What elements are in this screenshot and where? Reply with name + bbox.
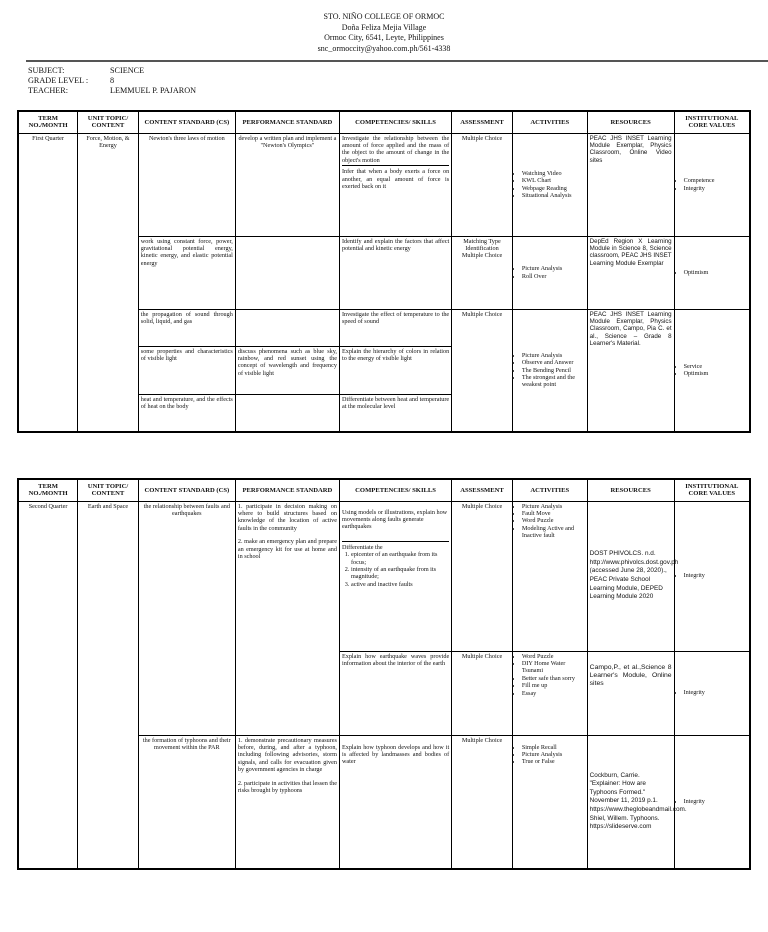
header-performance-standard: PERFORMANCE STANDARD bbox=[235, 479, 339, 501]
list-item: • Picture Analysis bbox=[522, 352, 585, 359]
performance-standard-cell bbox=[235, 309, 339, 346]
grade-label: GRADE LEVEL : bbox=[28, 76, 89, 85]
list-item: • Picture Analysis bbox=[522, 503, 585, 510]
header-activities: ACTIVITIES bbox=[512, 479, 587, 501]
content-standard-cell: some properties and characteristics of visible light bbox=[138, 346, 235, 394]
list-item: • The strongest and the weakest point bbox=[522, 374, 585, 389]
performance-standard-text: 2. participate in activities that lessen the risks brought by typhoons bbox=[237, 779, 337, 794]
list-item: • Simple Recall bbox=[522, 744, 585, 751]
school-name: STO. NIÑO COLLEGE OF ORMOC bbox=[323, 12, 445, 21]
list-item: • Competence bbox=[684, 177, 747, 184]
activities-cell bbox=[512, 236, 587, 309]
list-item: • Word Puzzle bbox=[522, 517, 585, 524]
performance-standard-text: 1. participate in decision making on where to build structures based on knowledge of the location of active faults in the community bbox=[237, 502, 337, 532]
assessment-cell: Multiple Choice bbox=[452, 309, 513, 432]
competency-cell bbox=[339, 501, 451, 651]
list-item: • Integrity bbox=[684, 572, 747, 579]
unit-cell: Force, Motion, & Energy bbox=[78, 133, 139, 432]
list-item: • Roll Over bbox=[522, 273, 585, 280]
competency-text: Investigate the relationship between the amount of force applied and the mass of the object to the amount of change in the object's motion bbox=[342, 135, 449, 167]
assessment-cell: Multiple Choice bbox=[452, 133, 513, 236]
performance-standard-cell bbox=[235, 501, 339, 735]
first-quarter-table bbox=[17, 110, 751, 433]
header-core-values: INSTITUTIONAL CORE VALUES bbox=[674, 111, 750, 133]
table-header-row bbox=[18, 479, 750, 501]
resources-cell: PEAC JHS INSET Learning Module Exemplar, Physics Classroom, Campo, Pia C. et al., Science – Grade 8 Learner's Material. bbox=[587, 309, 674, 432]
performance-standard-text: 1. demonstrate precautionary measures before, during, and after a typhoon, including following advisories, storm signals, and calls for evacuation given by government agencies in charge bbox=[237, 736, 337, 774]
header-core-values: INSTITUTIONAL CORE VALUES bbox=[674, 479, 750, 501]
activities-cell bbox=[512, 501, 587, 651]
list-item: 2. intensity of an earthquake from its magnitude; bbox=[351, 566, 449, 581]
list-item: • DIY Home Water Tsunami bbox=[522, 660, 585, 675]
list-item: • Word Puzzle bbox=[522, 653, 585, 660]
list-item: • Service bbox=[684, 363, 747, 370]
content-standard-cell: the relationship between faults and earthquakes bbox=[138, 501, 235, 735]
competency-text: Infer that when a body exerts a force on another, an equal amount of force is exerted back on it bbox=[341, 168, 450, 190]
content-standard-cell: work using constant force, power, gravitational potential energy, kinetic energy, and elastic potential energy bbox=[138, 236, 235, 309]
grade-value: 8 bbox=[110, 76, 115, 85]
list-item: • Situational Analysis bbox=[522, 192, 585, 199]
list-item: • The Bending Pencil bbox=[522, 367, 585, 374]
performance-standard-cell: discuss phenomena such as blue sky, rainbow, and red sunset using the concept of wavelength and frequency of visible light bbox=[235, 346, 339, 394]
term-cell: First Quarter bbox=[18, 133, 78, 432]
header-divider bbox=[26, 60, 768, 62]
header-competencies: COMPETENCIES/ SKILLS bbox=[339, 111, 451, 133]
content-standard-cell: Newton's three laws of motion bbox=[138, 133, 235, 236]
competency-cell bbox=[339, 133, 451, 236]
assessment-cell: Multiple Choice bbox=[452, 501, 513, 651]
list-item: • Observe and Answer bbox=[522, 359, 585, 366]
activities-cell bbox=[512, 651, 587, 735]
list-item: • Fault Move bbox=[522, 510, 585, 517]
activities-cell bbox=[512, 309, 587, 432]
competency-text: Using models or illustrations, explain how movements along faults generate earthquakes bbox=[342, 503, 449, 542]
performance-standard-cell bbox=[235, 236, 339, 309]
list-item: • Webpage Reading bbox=[522, 185, 585, 192]
table-header-row bbox=[18, 111, 750, 133]
list-item: • Picture Analysis bbox=[522, 265, 585, 272]
resources-cell: Cockburn, Carrie. "Explainer: How are Typhoons Formed." November 11, 2019 p.1. https://www.theglobeandmail.com. Shiel, Willem. Typhoons. https://slideserve.com bbox=[587, 735, 674, 869]
teacher-value: LEMMUEL P. PAJARON bbox=[110, 86, 197, 95]
resources-cell: DepEd Region X Learning Module in Science 8, Science classroom, PEAC JHS INSET Learning Module Exemplar bbox=[587, 236, 674, 309]
content-standard-cell: heat and temperature, and the effects of heat on the body bbox=[138, 394, 235, 432]
assessment-cell: Matching Type Identification Multiple Choice bbox=[452, 236, 513, 309]
core-values-cell bbox=[674, 735, 750, 869]
list-item: • Fill me up bbox=[522, 682, 585, 689]
header-assessment: ASSESSMENT bbox=[452, 111, 513, 133]
course-meta bbox=[28, 66, 196, 96]
header-content-standard: CONTENT STANDARD (CS) bbox=[138, 479, 235, 501]
performance-standard-cell: develop a written plan and implement a "Newton's Olympics" bbox=[235, 133, 339, 236]
header-term: TERM NO./MONTH bbox=[18, 479, 78, 501]
assessment-cell: Multiple Choice bbox=[452, 651, 513, 735]
header-content-standard: CONTENT STANDARD (CS) bbox=[138, 111, 235, 133]
assessment-cell: Multiple Choice bbox=[452, 735, 513, 869]
content-standard-cell: the formation of typhoons and their movement within the PAR bbox=[138, 735, 235, 869]
table-row bbox=[18, 501, 750, 651]
list-item: • Optimism bbox=[684, 269, 747, 276]
core-values-cell bbox=[674, 133, 750, 236]
header-unit: UNIT TOPIC/ CONTENT bbox=[78, 479, 139, 501]
performance-standard-cell bbox=[235, 735, 339, 869]
header-resources: RESOURCES bbox=[587, 479, 674, 501]
core-values-cell bbox=[674, 501, 750, 651]
header-competencies: COMPETENCIES/ SKILLS bbox=[339, 479, 451, 501]
content-standard-cell: the propagation of sound through solid, liquid, and gas bbox=[138, 309, 235, 346]
teacher-label: TEACHER: bbox=[28, 86, 69, 95]
header-unit: UNIT TOPIC/ CONTENT bbox=[78, 111, 139, 133]
competency-cell: Investigate the effect of temperature to the speed of sound bbox=[339, 309, 451, 346]
competency-cell: Differentiate between heat and temperature at the molecular level bbox=[339, 394, 451, 432]
unit-cell: Earth and Space bbox=[78, 501, 139, 869]
list-item: • Integrity bbox=[684, 689, 747, 696]
table-row bbox=[18, 133, 750, 236]
term-cell: Second Quarter bbox=[18, 501, 78, 869]
resources-cell: PEAC JHS INSET Learning Module Exemplar, Physics Classroom, Online Video sites bbox=[587, 133, 674, 236]
list-item: • Essay bbox=[522, 690, 585, 697]
subject-label: SUBJECT: bbox=[28, 66, 65, 75]
list-item: 1. epicenter of an earthquake from its focus; bbox=[351, 551, 449, 566]
activities-cell bbox=[512, 133, 587, 236]
list-item: • Picture Analysis bbox=[522, 751, 585, 758]
performance-standard-cell bbox=[235, 394, 339, 432]
list-item: • Modeling Active and Inactive fault bbox=[522, 525, 585, 540]
header-term: TERM NO./MONTH bbox=[18, 111, 78, 133]
activities-cell bbox=[512, 735, 587, 869]
competency-cell: Explain how typhoon develops and how it is affected by landmasses and bodies of water bbox=[339, 735, 451, 869]
competency-text: Differentiate the bbox=[341, 543, 383, 551]
core-values-cell bbox=[674, 651, 750, 735]
list-item: • Optimism bbox=[684, 370, 747, 377]
performance-standard-text: 2. make an emergency plan and prepare an emergency kit for use at home and in school bbox=[237, 538, 337, 560]
list-item: • Integrity bbox=[684, 798, 747, 805]
resources-cell: Campo,P., et al.,Science 8 Learner's Module, Online sites bbox=[587, 651, 674, 735]
header-performance-standard: PERFORMANCE STANDARD bbox=[235, 111, 339, 133]
header-resources: RESOURCES bbox=[587, 111, 674, 133]
list-item: • Watching Video bbox=[522, 170, 585, 177]
list-item: • KWL Chart bbox=[522, 177, 585, 184]
school-address-line2: Ormoc City, 6541, Leyte, Philippines bbox=[324, 33, 444, 42]
competency-cell: Explain the hierarchy of colors in relation to the energy of visible light bbox=[339, 346, 451, 394]
resources-cell: DOST PHIVOLCS. n.d. http://www.phivolcs.dost.gov.ph (accessed June 28, 2020)., PEAC Private School Learning Module, DEPED Learning Module 2020 bbox=[587, 501, 674, 651]
list-item: • Better safe than sorry bbox=[522, 675, 585, 682]
header-assessment: ASSESSMENT bbox=[452, 479, 513, 501]
header-activities: ACTIVITIES bbox=[512, 111, 587, 133]
subject-value: SCIENCE bbox=[110, 66, 145, 75]
competency-cell: Identify and explain the factors that affect potential and kinetic energy bbox=[339, 236, 451, 309]
list-item: 3. active and inactive faults bbox=[351, 581, 449, 588]
competency-cell: Explain how earthquake waves provide information about the interior of the earth bbox=[339, 651, 451, 735]
core-values-cell bbox=[674, 236, 750, 309]
list-item: • True or False bbox=[522, 758, 585, 765]
school-contact: snc_ormoccity@yahoo.com.ph/561-4338 bbox=[317, 43, 451, 53]
second-quarter-table bbox=[17, 478, 751, 870]
school-header bbox=[0, 12, 768, 54]
list-item: • Integrity bbox=[684, 185, 747, 192]
core-values-cell bbox=[674, 309, 750, 432]
school-address-line1: Doña Feliza Mejia Village bbox=[341, 22, 427, 32]
